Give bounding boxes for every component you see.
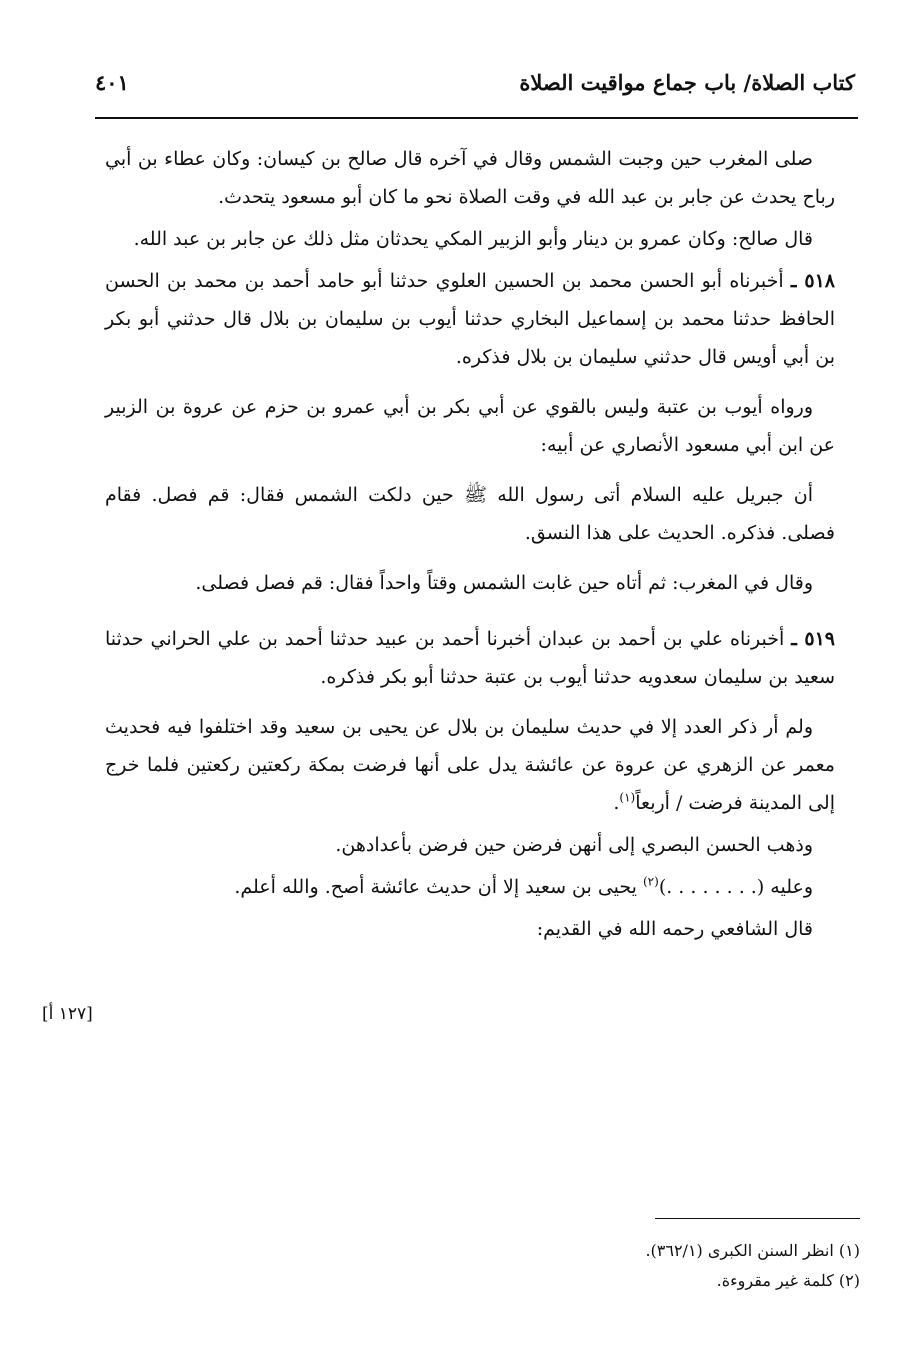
paragraph: وذهب الحسن البصري إلى أنهن فرضن حين فرضن بأعدادهن.	[335, 834, 813, 856]
paragraph: صلى المغرب حين وجبت الشمس وقال في آخره قال صالح بن كيسان: وكان عطاء بن أبي رباح يحدث عن جابر بن عبد الله في وقت الصلاة نحو ما كان أبو مسعود يتحدث.	[105, 148, 835, 208]
paragraph: ولم أر ذكر العدد إلا في حديث سليمان بن بلال عن يحيى بن سعيد وقد اختلفوا فيه فحديث معمر عن الزهري عن عروة عن عائشة يدل على أنها فرضت بمكة ركعتين ركعتين فلما خرج إلى المدينة فرضت / أربعاً$^{(١)}$.	[105, 716, 835, 814]
header-rule	[95, 117, 858, 119]
paragraph: قال صالح: وكان عمرو بن دينار وأبو الزبير المكي يحدثان مثل ذلك عن جابر بن عبد الله.	[133, 228, 813, 250]
hadith-paragraph: ٥١٨ ـ أخبرناه أبو الحسن محمد بن الحسين العلوي حدثنا أبو حامد أحمد بن محمد بن الحسن الحافظ حدثنا محمد بن إسماعيل البخاري حدثنا أيوب بن سليمان بن بلال قال حدثني أبو بكر بن أبي أويس قال حدثني سليمان بن بلال فذكره.	[105, 270, 835, 368]
paragraph: وقال في المغرب: ثم أتاه حين غابت الشمس وقتاً واحداً فقال: قم فصل فصلى.	[195, 572, 813, 594]
hadith-number: ٥١٨ ـ	[790, 270, 835, 292]
footnote: (٢) كلمة غير مقروءة.	[716, 1271, 860, 1290]
footnote-rule	[655, 1218, 860, 1219]
main-text	[105, 140, 835, 948]
hadith-paragraph: ٥١٩ ـ أخبرناه علي بن أحمد بن عبدان أخبرنا أحمد بن عبيد حدثنا أحمد بن علي الحراني حدثنا سعيد بن سليمان سعدويه حدثنا أيوب بن عتبة حدثنا أبو بكر فذكره.	[105, 628, 835, 688]
paragraph: وعليه (. . . . . . . .)$^{(٢)}$ يحيى بن سعيد إلا أن حديث عائشة أصح. والله أعلم.	[234, 874, 813, 898]
running-header	[95, 66, 855, 110]
paragraph: ورواه أيوب بن عتبة وليس بالقوي عن أبي بكر بن أبي عمرو بن حزم عن عروة بن الزبير عن ابن أبي مسعود الأنصاري عن أبيه:	[105, 396, 835, 456]
paragraph: أن جبريل عليه السلام أتى رسول الله ﷺ حين دلكت الشمس فقال: قم فصل. فقام فصلى. فذكره. الحديث على هذا النسق.	[105, 484, 835, 544]
footnote-ref: (١)	[619, 790, 636, 805]
footnote: (١) انظر السنن الكبرى (٣٦٢/١).	[645, 1241, 860, 1260]
header-title: كتاب الصلاة/ باب جماع مواقيت الصلاة	[519, 70, 855, 95]
footnote-ref: (٢)	[642, 874, 659, 889]
hadith-number: ٥١٩ ـ	[791, 628, 835, 650]
page-number: ٤٠١	[95, 70, 129, 95]
paragraph: قال الشافعي رحمه الله في القديم:	[536, 918, 813, 940]
manuscript-folio-note: [١٢٧ أ]	[42, 1004, 93, 1024]
footnotes	[520, 1236, 860, 1296]
